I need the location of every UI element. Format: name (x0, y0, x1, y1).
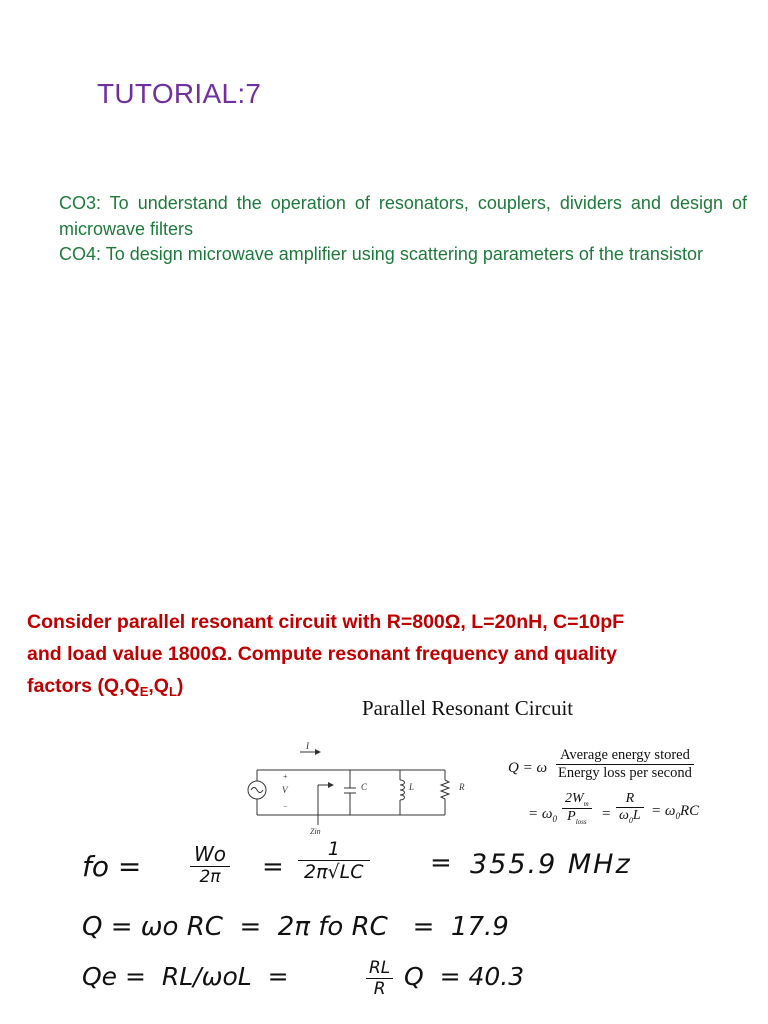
resistor-label: R (459, 782, 465, 792)
solution-f0-lhs: fo = (82, 850, 142, 883)
solution-f0-fraction-1: $\frac{Wo}{2\pi}$ (190, 842, 230, 887)
minus-sign: − (283, 802, 288, 811)
solution-f0-fraction-2: $\frac{1}{2\pi√LC}$ (298, 838, 370, 883)
problem-line-1: Consider parallel resonant circuit with R=800Ω, L=20nH, C=10pF (27, 611, 625, 633)
parallel-resonant-circuit-diagram (240, 740, 490, 840)
capacitor-label: C (361, 782, 368, 792)
course-outcome-co4: CO4: To design microwave amplifier using scattering parameters of the transistor (59, 244, 703, 264)
q-formula-equals: = (602, 806, 611, 822)
q-formula-result: = $\omega_0RC$ (651, 803, 700, 821)
solution-quality-factor: Q = ωo RC = 2π fo RC = 17.9 (82, 912, 509, 942)
problem-line-3: factors $(Q,Q_E,Q_L)$ (27, 675, 184, 699)
q-formula-fraction-1: Average energy stored Energy loss per second (558, 747, 692, 781)
plus-sign: + (283, 772, 288, 781)
figure-title: Parallel Resonant Circuit (362, 696, 574, 720)
input-impedance-label: Zin (310, 827, 321, 836)
solution-external-q-fraction: $\frac{RL}{R}$ (366, 958, 393, 999)
current-label: I (306, 741, 309, 751)
q-formula-fraction-3: $\frac{R}{\omega_0L}$ (616, 791, 644, 825)
solution-f0-eq2: = (430, 848, 452, 878)
voltage-label: V (282, 785, 288, 795)
q-formula-fraction-2: $2W_m$ $P_{loss}$ (562, 791, 592, 826)
solution-f0-eq1: = (262, 852, 284, 882)
problem-statement (27, 606, 727, 702)
solution-external-q-lhs: Qe = RL/ωoL = (82, 962, 289, 991)
slide-title: TUTORIAL:7 (97, 78, 262, 109)
problem-line-2: and load value 1800Ω. Compute resonant frequency and quality (27, 643, 617, 665)
q-formula-lhs: Q = ω (508, 760, 548, 776)
solution-external-q-value: Q = 40.3 (404, 962, 525, 991)
inductor-label: L (409, 782, 415, 792)
course-outcome-co3: CO3: To understand the operation of resonators, couplers, dividers and design of microwave filters (59, 193, 747, 239)
solution-resonant-frequency: 355.9 MHz (470, 849, 632, 880)
q-formula-w0: = $\omega_0$ (528, 806, 557, 824)
